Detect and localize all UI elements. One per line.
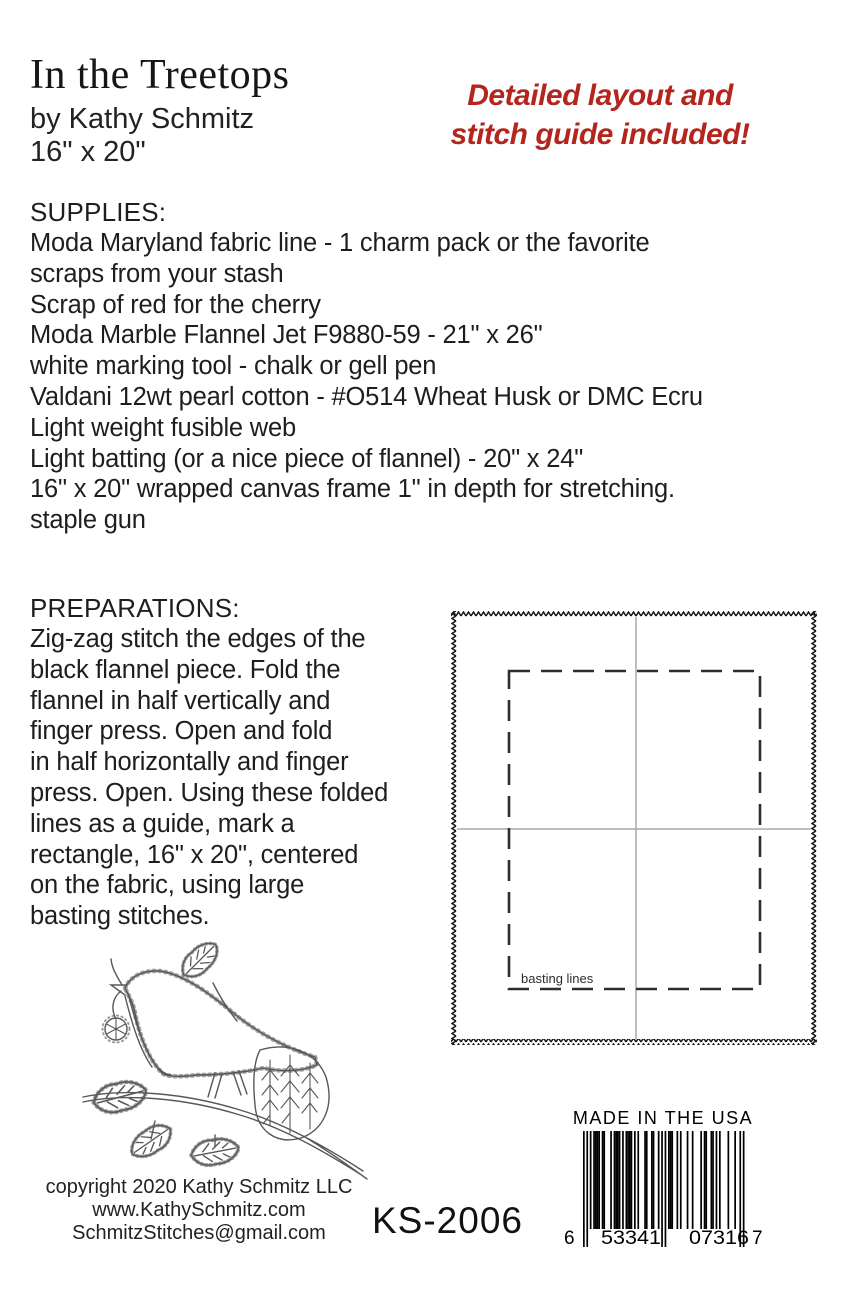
text-line: Moda Maryland fabric line - 1 charm pack or the favorite — [30, 229, 650, 257]
text-line: in half horizontally and finger — [30, 748, 349, 777]
text-line: black flannel piece. Fold the — [30, 655, 341, 684]
supplies-list — [30, 228, 820, 536]
email: SchmitzStitches@gmail.com — [72, 1222, 326, 1244]
stem-curl — [111, 959, 122, 1017]
sku-number: KS-2006 — [372, 1200, 523, 1241]
text-line: Scrap of red for the cherry — [30, 290, 321, 319]
copyright-line: copyright 2020 Kathy Schmitz LLC — [45, 1176, 353, 1198]
title-block — [30, 52, 290, 168]
barcode-group-2: 07316 — [689, 1228, 749, 1249]
stitch-guide-note — [448, 76, 752, 154]
basting-lines-label: basting lines — [521, 971, 594, 986]
bird-tail — [254, 1047, 329, 1140]
text-line: 16" x 20" wrapped canvas frame 1" in depth for stretching. — [30, 475, 675, 504]
bird-illustration — [65, 925, 440, 1180]
breast-lines — [125, 993, 171, 1075]
preparations-section — [30, 593, 460, 932]
copyright-block — [38, 1176, 360, 1245]
zigzag-border-bottom — [451, 1039, 817, 1045]
website: www.KathySchmitz.com — [92, 1199, 306, 1221]
text-line: Light batting (or a nice piece of flannel) - 20" x 24" — [30, 444, 584, 473]
supplies-heading: SUPPLIES: — [30, 197, 167, 227]
text-line: basting stitches. — [30, 902, 210, 931]
barcode-digit-right: 7 — [752, 1228, 763, 1249]
leaf-lower-left — [125, 1119, 176, 1163]
text-line: finger press. Open and fold — [30, 717, 333, 746]
text-line: flannel in half vertically and — [30, 686, 331, 715]
text-line: Light weight fusible web — [30, 413, 296, 442]
note-line-1: Detailed layout and — [467, 79, 733, 112]
basting-rectangle — [509, 671, 760, 989]
text-line: rectangle, 16" x 20", centered — [30, 840, 359, 869]
finished-size: 16" x 20" — [30, 136, 146, 168]
text-line: on the fabric, using large — [30, 871, 305, 900]
preparations-list — [30, 624, 460, 932]
blanket-stitch-edge — [125, 971, 317, 1076]
branch — [83, 1093, 367, 1179]
text-line: staple gun — [30, 506, 146, 535]
barcode-block — [556, 1108, 770, 1251]
leaf-left — [91, 1078, 149, 1116]
byline: by Kathy Schmitz — [30, 103, 255, 135]
basting-diagram — [451, 611, 817, 1045]
text-line: Zig-zag stitch the edges of the — [30, 625, 366, 653]
barcode-group-1: 53341 — [601, 1228, 661, 1249]
text-line: press. Open. Using these folded — [30, 778, 389, 807]
zigzag-border-right — [811, 611, 817, 1045]
supplies-section — [30, 197, 820, 536]
note-line-2: stitch guide included! — [450, 118, 750, 151]
text-line: lines as a guide, mark a — [30, 809, 295, 838]
text-line: Moda Marble Flannel Jet F9880-59 - 21" x 26" — [30, 321, 543, 350]
zigzag-border-top — [451, 611, 817, 617]
preparations-heading: PREPARATIONS: — [30, 593, 240, 623]
barcode-digit-left: 6 — [564, 1228, 575, 1249]
cherry — [103, 1016, 130, 1043]
upc-barcode — [556, 1131, 770, 1251]
made-in-usa-label: MADE IN THE USA — [572, 1108, 754, 1128]
page-title: In the Treetops — [30, 52, 290, 98]
text-line: scraps from your stash — [30, 259, 284, 288]
zigzag-border-left — [451, 611, 457, 1045]
text-line: Valdani 12wt pearl cotton - #O514 Wheat Husk or DMC Ecru — [30, 382, 703, 411]
text-line: white marking tool - chalk or gell pen — [30, 352, 437, 381]
leaf-top — [176, 937, 224, 984]
